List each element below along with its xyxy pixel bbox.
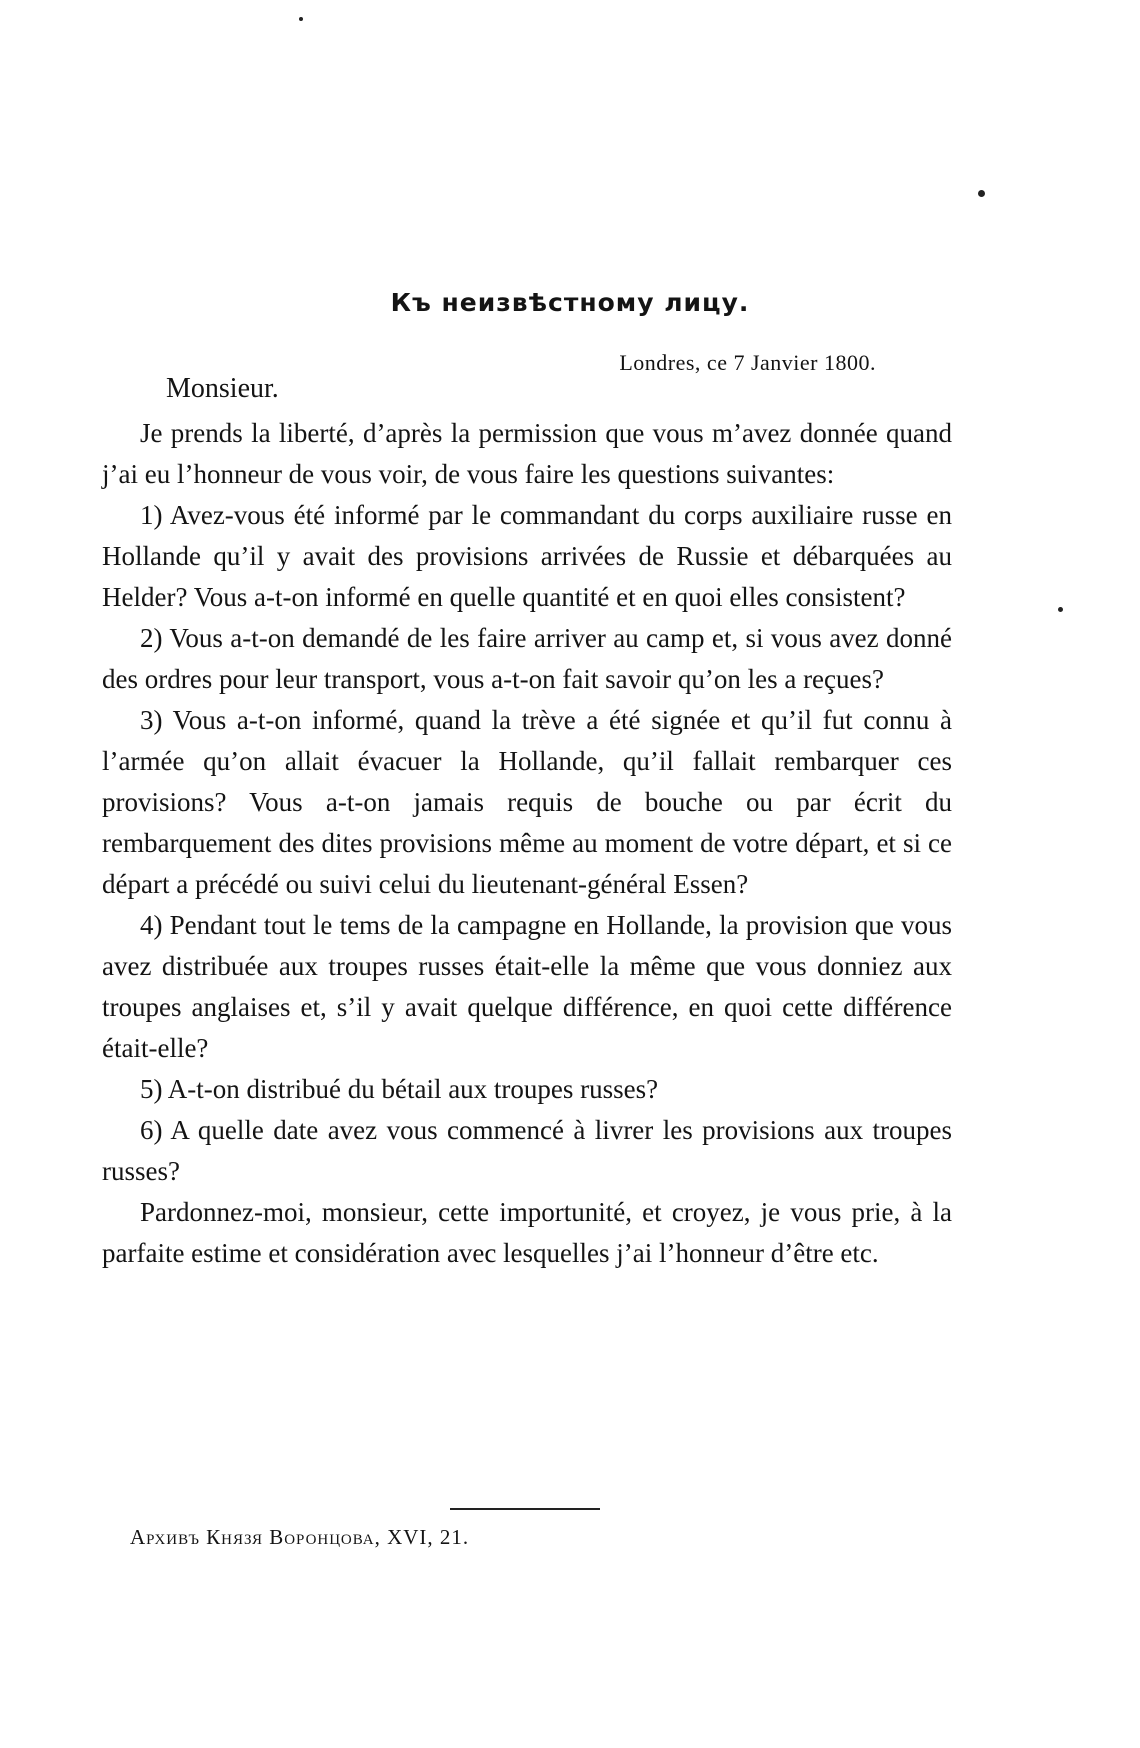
print-speck — [978, 190, 985, 197]
paragraph-question-5: 5) A-t-on distribué du bétail aux troupes russes? — [140, 1074, 659, 1104]
paragraph-question-6: 6) A quelle date avez vous commencé à livrer les provisions aux troupes russes? — [102, 1115, 952, 1186]
letter-dateline: Londres, ce 7 Janvier 1800. — [619, 350, 876, 375]
letter-salutation: Monsieur. — [166, 373, 279, 404]
paragraph-closing: Pardonnez-moi, monsieur, cette importunité, et croyez, je vous prie, à la parfaite estime et considération avec lesquelles j’ai l’honneur d’être etc. — [102, 1197, 952, 1268]
paragraph-question-2: 2) Vous a-t-on demandé de les faire arriver au camp et, si vous avez donné des ordres pour leur transport, vous a-t-on fait savoir qu’on les a reçues? — [102, 623, 952, 694]
print-speck — [299, 17, 303, 21]
print-speck — [1058, 607, 1063, 612]
paragraph-intro: Je prends la liberté, d’après la permission que vous m’avez donnée quand j’ai eu l’honneur de vous voir, de vous faire les questions suivantes: — [102, 418, 952, 489]
paragraph-question-3: 3) Vous a-t-on informé, quand la trève a été signée et qu’il fut connu à l’armée qu’on allait évacuer la Hollande, qu’il fallait rembarquer ces provisions? Vous a-t-on jamais requis de bouche ou par écrit du rembarquement des dites provisions même au moment de votre départ, et si ce départ a précédé ou suivi celui du lieutenant-général Essen? — [102, 705, 952, 899]
letter-body — [102, 413, 952, 1274]
source-note: Архивъ Князя Воронцова, XVI, 21. — [130, 1525, 470, 1549]
letter-heading: Къ неизвѣстному лицу. — [390, 288, 750, 317]
footnote-rule — [450, 1508, 600, 1510]
paragraph-question-4: 4) Pendant tout le tems de la campagne en Hollande, la provision que vous avez distribuée aux troupes russes était-elle la même que vous donniez aux troupes anglaises et, s’il y avait quelque différence, en quoi cette différence était-elle? — [102, 910, 952, 1063]
paragraph-question-1: 1) Avez-vous été informé par le commandant du corps auxiliaire russe en Hollande qu’il y avait des provisions arrivées de Russie et débarquées au Helder? Vous a-t-on informé en quelle quantité et en quoi elles consistent? — [102, 500, 952, 612]
